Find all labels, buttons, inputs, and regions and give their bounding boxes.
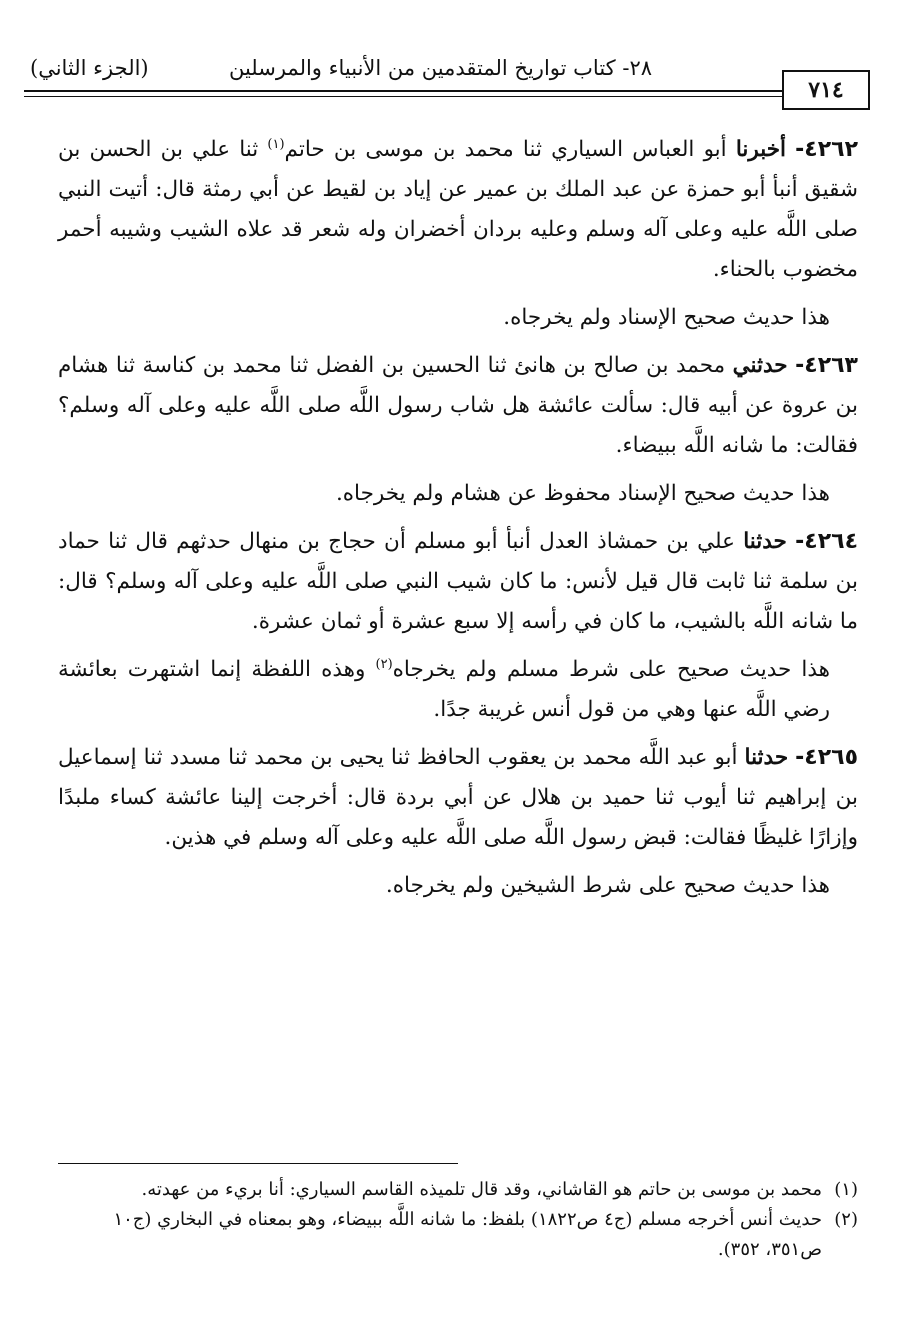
footnote	[58, 1175, 858, 1205]
hadith-verdict	[58, 866, 858, 906]
hadith-number: ٤٢٦٥-	[795, 745, 858, 770]
page-body	[58, 130, 858, 906]
footnote-separator	[58, 1163, 458, 1164]
hadith-verdict	[58, 298, 858, 338]
hadith-number: ٤٢٦٣-	[795, 353, 858, 378]
footnotes	[58, 1175, 858, 1265]
footnote-reference: (١)	[267, 136, 285, 152]
hadith-number: ٤٢٦٢-	[795, 137, 858, 162]
footnote-reference: (٢)	[375, 656, 393, 672]
hadith-text: علي بن حمشاذ العدل أنبأ أبو مسلم أن حجاج بن منهال حدثهم قال ثنا حماد بن سلمة ثنا ثابت قال قيل لأنس: ما كان شيب النبي صلى اللَّه عليه وعلى آله وسلم؟ قال: ما شانه اللَّه بالشيب، ما كان في رأسه إلا سبع عشرة أو ثمان عشرة.	[58, 529, 858, 634]
hadith-entry	[58, 738, 858, 858]
hadith-text: أبو العباس السياري ثنا محمد بن موسى بن حاتم	[284, 137, 736, 162]
hadith-text-continued: ثنا علي بن الحسن بن شقيق أنبأ أبو حمزة عن عبد الملك بن عمير عن إياد بن لقيط عن أبي رمثة قال: أتيت النبي صلى اللَّه عليه وعلى آله وسلم وعليه بردان أخضران وله شعر قد علاه الشيب وشيبه أحمر مخضوب بالحناء.	[58, 137, 858, 282]
running-header	[24, 50, 890, 110]
header-rule-thin	[24, 96, 784, 97]
verdict-text: هذا حديث صحيح على شرط الشيخين ولم يخرجاه.	[385, 873, 830, 898]
page-number: ٧١٤	[808, 77, 844, 103]
verdict-text: هذا حديث صحيح الإسناد محفوظ عن هشام ولم يخرجاه.	[335, 481, 830, 506]
hadith-text: محمد بن صالح بن هانئ ثنا الحسين بن الفضل ثنا محمد بن كناسة ثنا هشام بن عروة عن أبيه قال: سألت عائشة هل شاب رسول اللَّه صلى اللَّه عليه وعلى آله وسلم؟ فقالت: ما شانه اللَّه ببيضاء.	[58, 353, 858, 458]
verdict-text: هذا حديث صحيح على شرط مسلم ولم يخرجاه	[392, 657, 830, 682]
hadith-text: أبو عبد اللَّه محمد بن يعقوب الحافظ ثنا يحيى بن محمد ثنا مسدد ثنا إسماعيل بن إبراهيم ثنا أيوب ثنا حميد بن هلال عن أبي بردة قال: أخرجت إلينا عائشة كساء ملبدًا وإزارًا غليظًا فقالت: قبض رسول اللَّه صلى اللَّه عليه وعلى آله وسلم في هذين.	[58, 745, 858, 850]
hadith-entry	[58, 346, 858, 466]
verdict-text-continued: وهذه اللفظة إنما اشتهرت بعائشة رضي اللَّه عنها وهي من قول أنس غريبة جدًا.	[58, 657, 830, 722]
transmission-verb: حدثني	[732, 353, 788, 378]
transmission-verb: حدثنا	[744, 745, 789, 770]
verdict-text: هذا حديث صحيح الإسناد ولم يخرجاه.	[503, 305, 830, 330]
transmission-verb: أخبرنا	[735, 137, 786, 162]
hadith-number: ٤٢٦٤-	[795, 529, 858, 554]
volume-part: (الجزء الثاني)	[30, 56, 149, 80]
footnote	[58, 1205, 858, 1265]
hadith-verdict	[58, 650, 858, 730]
hadith-entry	[58, 130, 858, 290]
footnote-text: حديث أنس أخرجه مسلم (ج٤ ص١٨٢٢) بلفظ: ما شانه اللَّه ببيضاء، وهو بمعناه في البخاري (ج١٠ ص٣٥١، ٣٥٢).	[113, 1209, 822, 1260]
header-rule-thick	[24, 90, 784, 92]
transmission-verb: حدثنا	[743, 529, 787, 554]
hadith-entry	[58, 522, 858, 642]
hadith-verdict	[58, 474, 858, 514]
page-number-box	[782, 70, 870, 110]
footnote-mark: (١)	[834, 1179, 858, 1200]
footnote-mark: (٢)	[834, 1209, 858, 1230]
footnote-text: محمد بن موسى بن حاتم هو القاشاني، وقد قال تلميذه القاسم السياري: أنا بريء من عهدته.	[141, 1179, 822, 1200]
chapter-title: ٢٨- كتاب تواريخ المتقدمين من الأنبياء والمرسلين	[228, 56, 652, 80]
